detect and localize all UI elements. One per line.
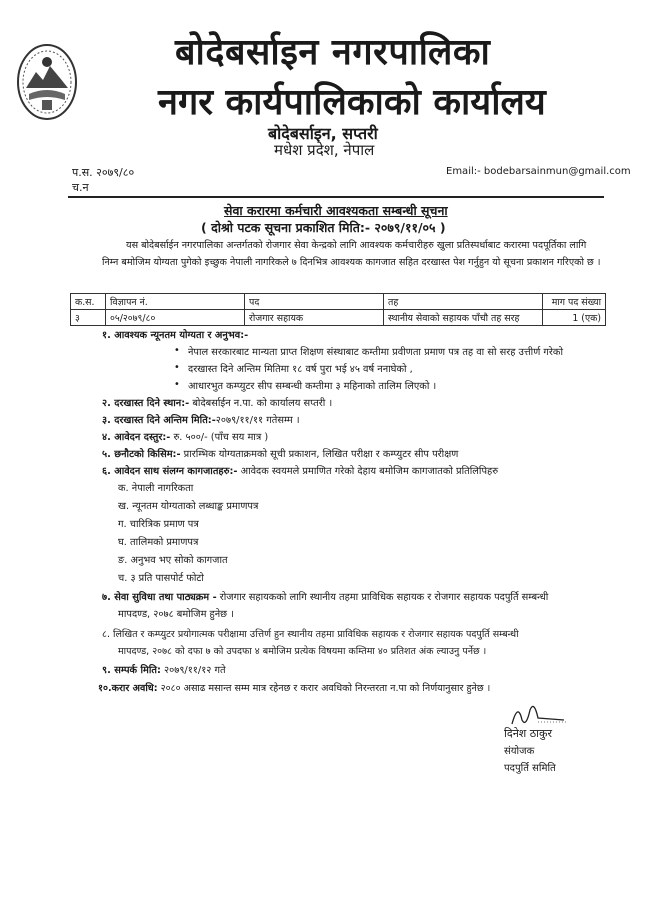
- req-item7-cont: मापदण्ड, २०७८ बमोजिम हुनेछ ।: [118, 609, 234, 620]
- req-item5: [102, 447, 458, 460]
- req-bullet: • नेपाल सरकारबाट मान्यता प्राप्त शिक्षण संस्थाबाट कम्तीमा प्रवीणता प्रमाण पत्र तह वा सो सरह उत्तीर्ण गरेको: [188, 345, 563, 358]
- table-cell: ३: [71, 310, 106, 326]
- req-item10: [98, 681, 490, 694]
- table-header-cell: माग पद संख्या: [543, 294, 606, 310]
- req-item8: ८. लिखित र कम्प्युटर प्रयोगात्मक परीक्षामा उत्तिर्ण हुन स्थानीय तहमा प्राविधिक सहायक र रोजगार सहायक पदपुर्ति सम्बन्धी: [102, 629, 519, 640]
- document-item: ग. चारित्रिक प्रमाण पत्र: [118, 519, 199, 530]
- table-cell: ०५/२०७९/८०: [106, 310, 245, 326]
- signatory-name: दिनेश ठाकुर: [504, 727, 552, 740]
- req-item4-text: रु. ५००/- (पाँच सय मात्र ): [170, 432, 269, 443]
- office-province: मधेश प्रदेश, नेपाल: [274, 141, 375, 159]
- req-item4: [102, 430, 268, 443]
- req-item1-label: १. आवश्यक न्यूनतम योग्यता र अनुभव:-: [102, 330, 249, 341]
- signatory-role: संयोजक: [504, 746, 535, 757]
- municipality-emblem-icon: [16, 42, 78, 122]
- office-email: Email:- bodebarsainmun@gmail.com: [446, 166, 631, 177]
- req-item5-label: ५. छनौटको किसिम:-: [102, 449, 181, 460]
- req-item7: [102, 590, 548, 603]
- document-item: च. ३ प्रति पासपोर्ट फोटो: [118, 573, 204, 584]
- table-cell: 1 (एक): [543, 310, 606, 326]
- table-header-row: [71, 294, 606, 310]
- req-item2-text: बोदेबर्साईन न.पा. को कार्यालय सप्तरी ।: [189, 398, 333, 409]
- req-item3-label: ३. दरखास्त दिने अन्तिम मिति:-: [102, 415, 216, 426]
- office-name: नगर कार्यपालिकाको कार्यालय: [158, 82, 546, 123]
- document-item: ङ. अनुभव भए सोको कागजात: [118, 555, 228, 566]
- document-item: क. नेपाली नागरिकता: [118, 483, 194, 494]
- req-item5-text: प्रारम्भिक योग्यताक्रमको सूची प्रकाशन, लिखित परीक्षा र कम्प्युटर सीप परीक्षण: [180, 449, 459, 460]
- req-item7-text: रोजगार सहायकको लागि स्थानीय तहमा प्राविधिक सहायक र रोजगार सहायक पदपुर्ति सम्बन्धी: [216, 592, 549, 603]
- notice-intro: यस बोदेबर्साईन नगरपालिका अन्तर्गतको रोजगार सेवा केन्द्रको लागि आवश्यक कर्मचारीहरु खुला प्रतिस्पर्धाबाट करारमा पदपूर्तिका लागि निम्न बमोजिम योग्यता पुगेको इच्छुक नेपाली नागरिकले ७ दिनभित्र आवश्यक कागजात सहित दरखास्त पेश गर्नुहुन यो सूचना प्रकाशन गरिएको छ ।: [102, 240, 601, 268]
- req-item6-label: ६. आवेदन साथ संलग्न कागजातहरु:-: [102, 466, 238, 477]
- req-item6-text: आवेदक स्वयमले प्रमाणित गरेको देहाय बमोजिम कागजातको प्रतिलिपिहरु: [237, 466, 499, 477]
- table-header-cell: तह: [384, 294, 543, 310]
- req-item2: [102, 396, 332, 409]
- req-item10-text: २०८० असाढ मसान्त सम्म मात्र रहेनछ र करार अवधिको निरन्तरता न.पा को निर्णयानुसार हुनेछ ।: [157, 683, 491, 694]
- notice-subtitle: ( दोश्रो पटक सूचना प्रकाशित मिति:- २०७९/११/०५ ): [201, 220, 446, 235]
- table-cell: स्थानीय सेवाको सहायक पाँचौ तह सरह: [384, 310, 543, 326]
- req-item2-label: २. दरखास्त दिने स्थान:-: [102, 398, 190, 409]
- req-item8-cont: मापदण्ड, २०७८ को दफा ७ को उपदफा ४ बमोजिम प्रत्येक विषयमा कम्तिमा ४० प्रतिशत अंक ल्याउनु पर्नेछ ।: [118, 646, 487, 657]
- document-item: घ. तालिमको प्रमाणपत्र: [118, 537, 199, 548]
- req-item9-text: २०७९/११/१२ गते: [160, 665, 226, 676]
- table-header-cell: विज्ञापन नं.: [106, 294, 245, 310]
- req-item4-label: ४. आवेदन दस्तुर:-: [102, 432, 171, 443]
- table-row: [71, 310, 606, 326]
- table-cell: रोजगार सहायक: [245, 310, 384, 326]
- notice-title: सेवा करारमा कर्मचारी आवश्यकता सम्बन्धी सूचना: [224, 203, 448, 218]
- table-header-cell: पद: [245, 294, 384, 310]
- header-divider: [68, 196, 604, 198]
- req-item9: [102, 663, 226, 676]
- table-header-cell: क.स.: [71, 294, 106, 310]
- document-item: ख. न्यूनतम योग्यताको लब्धाङ्क प्रमाणपत्र: [118, 501, 259, 512]
- req-item10-label: १०.करार अवधि:: [98, 683, 158, 694]
- signatory-committee: पदपुर्ति समिति: [504, 763, 556, 774]
- req-item9-label: ९. सम्पर्क मिति:: [102, 665, 161, 676]
- office-place: बोदेबर्साइन, सप्तरी: [268, 124, 378, 143]
- req-bullet: • आधारभुत कम्प्युटर सीप सम्बन्धी कम्तीमा ३ महिनाको तालिम लिएको ।: [188, 379, 436, 392]
- signature-scribble-icon: [508, 698, 568, 728]
- req-item3: [102, 413, 300, 426]
- req-item7-label: ७. सेवा सुविधा तथा पाठ्यक्रम -: [102, 592, 217, 603]
- dispatch-number: च.न: [72, 181, 89, 194]
- req-item3-text: २०७९/११/११ गतेसम्म ।: [215, 415, 300, 426]
- municipality-name: बोदेबर्साइन नगरपालिका: [175, 32, 491, 73]
- letter-ref-number: प.स. २०७९/८०: [72, 166, 135, 179]
- vacancy-table: [70, 293, 606, 326]
- req-item6: [102, 464, 498, 477]
- req-bullet: • दरखास्त दिने अन्तिम मितिमा १८ वर्ष पुरा भई ४५ वर्ष ननाघेको ,: [188, 362, 413, 375]
